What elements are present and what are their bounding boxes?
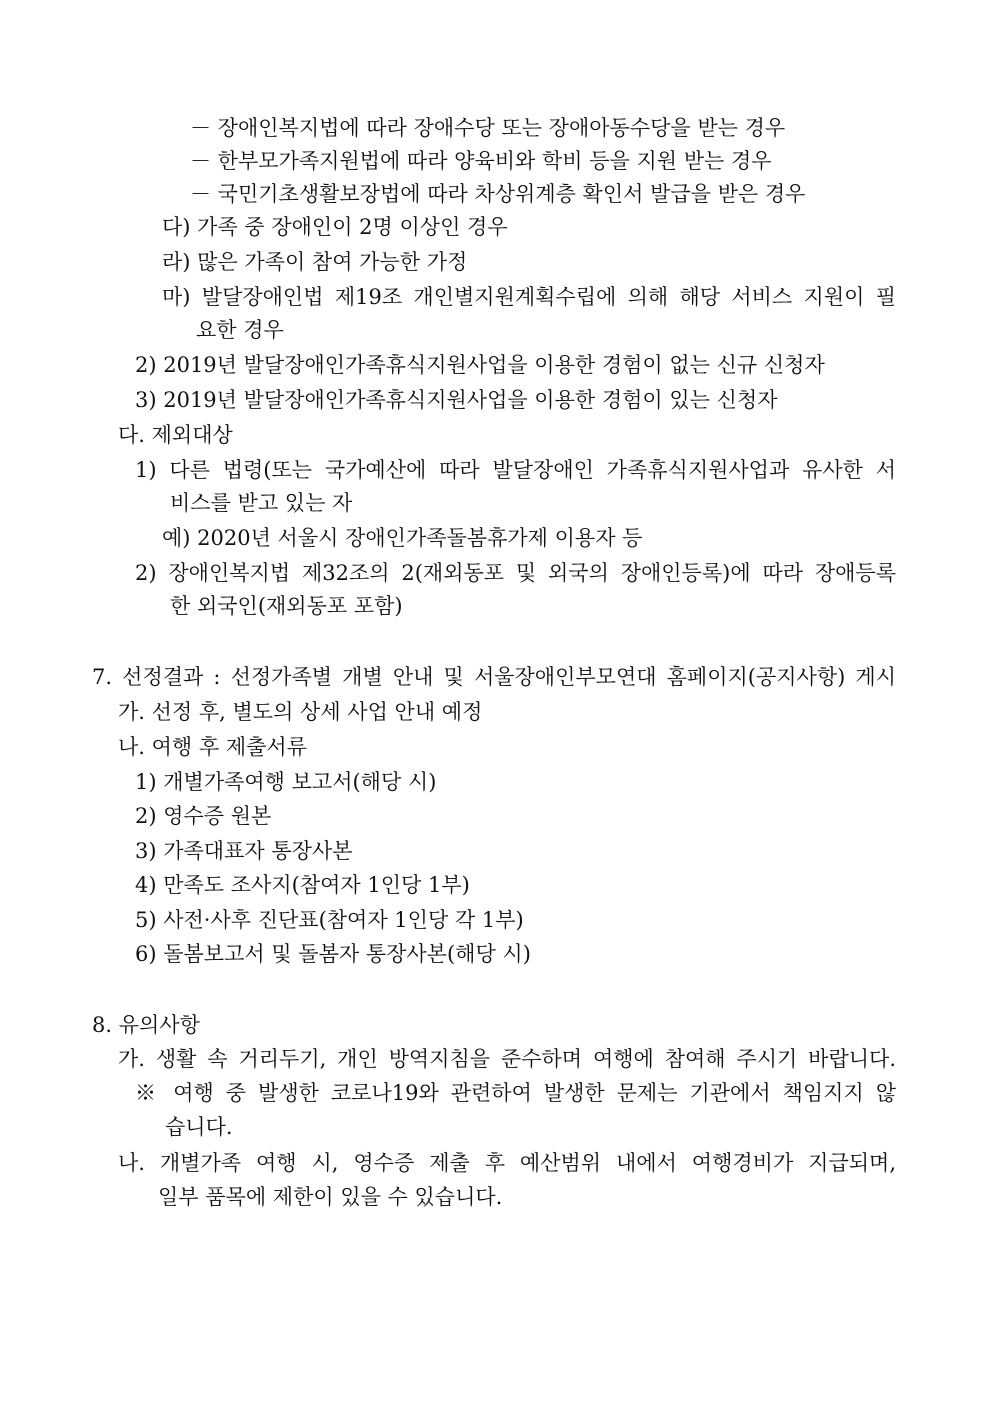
text-line: 2) 장애인복지법 제32조의 2(재외동포 및 외국의 장애인등록)에 따라 장애등록 (135, 561, 896, 585)
text-line: 가. 생활 속 거리두기, 개인 방역지침을 준수하며 여행에 참여해 주시기 바랍니다. (118, 1047, 896, 1071)
text-line: 한 외국인(재외동포 포함) (170, 594, 403, 618)
section-heading: 7. 선정결과 : 선정가족별 개별 안내 및 서울장애인부모연대 홈페이지(공지사항) 게시 (92, 665, 896, 689)
text-line: 1) 다른 법령(또는 국가예산에 따라 발달장애인 가족휴식지원사업과 유사한 서 (135, 458, 896, 482)
text-line: 가. 선정 후, 별도의 상세 사업 안내 예정 (118, 700, 483, 724)
text-line: 요한 경우 (196, 318, 284, 342)
list-item: 2) 영수증 원본 (135, 804, 272, 828)
text-line: ※ 여행 중 발생한 코로나19와 관련하여 발생한 문제는 기관에서 책임지지 않 (135, 1081, 896, 1105)
section-heading: 나. 여행 후 제출서류 (118, 735, 307, 759)
text-line: 습니다. (165, 1115, 233, 1139)
list-item: 4) 만족도 조사지(참여자 1인당 1부) (135, 873, 470, 897)
list-item: 1) 개별가족여행 보고서(해당 시) (135, 770, 437, 794)
text-line: 2) 2019년 발달장애인가족휴식지원사업을 이용한 경험이 없는 신규 신청자 (135, 353, 825, 377)
text-line: － 한부모가족지원법에 따라 양육비와 학비 등을 지원 받는 경우 (190, 149, 772, 173)
text-line: － 장애인복지법에 따라 장애수당 또는 장애아동수당을 받는 경우 (190, 116, 786, 140)
text-line: 나. 개별가족 여행 시, 영수증 제출 후 예산범위 내에서 여행경비가 지급되며, (118, 1151, 896, 1175)
section-heading: 8. 유의사항 (92, 1013, 200, 1037)
text-line: 예) 2020년 서울시 장애인가족돌봄휴가제 이용자 등 (162, 526, 643, 550)
list-item: 3) 가족대표자 통장사본 (135, 839, 353, 863)
text-line: 마) 발달장애인법 제19조 개인별지원계획수립에 의해 해당 서비스 지원이 필 (162, 285, 896, 309)
text-line: 라) 많은 가족이 참여 가능한 가정 (162, 250, 468, 274)
list-item: 5) 사전·사후 진단표(참여자 1인당 각 1부) (135, 908, 524, 932)
text-line: － 국민기초생활보장법에 따라 차상위계층 확인서 발급을 받은 경우 (190, 182, 806, 206)
list-item: 6) 돌봄보고서 및 돌봄자 통장사본(해당 시) (135, 942, 531, 966)
text-line: 3) 2019년 발달장애인가족휴식지원사업을 이용한 경험이 있는 신청자 (135, 388, 778, 412)
text-line: 일부 품목에 제한이 있을 수 있습니다. (158, 1185, 503, 1209)
section-heading: 다. 제외대상 (118, 423, 233, 447)
text-line: 비스를 받고 있는 자 (170, 491, 353, 515)
text-line: 다) 가족 중 장애인이 2명 이상인 경우 (162, 215, 508, 239)
